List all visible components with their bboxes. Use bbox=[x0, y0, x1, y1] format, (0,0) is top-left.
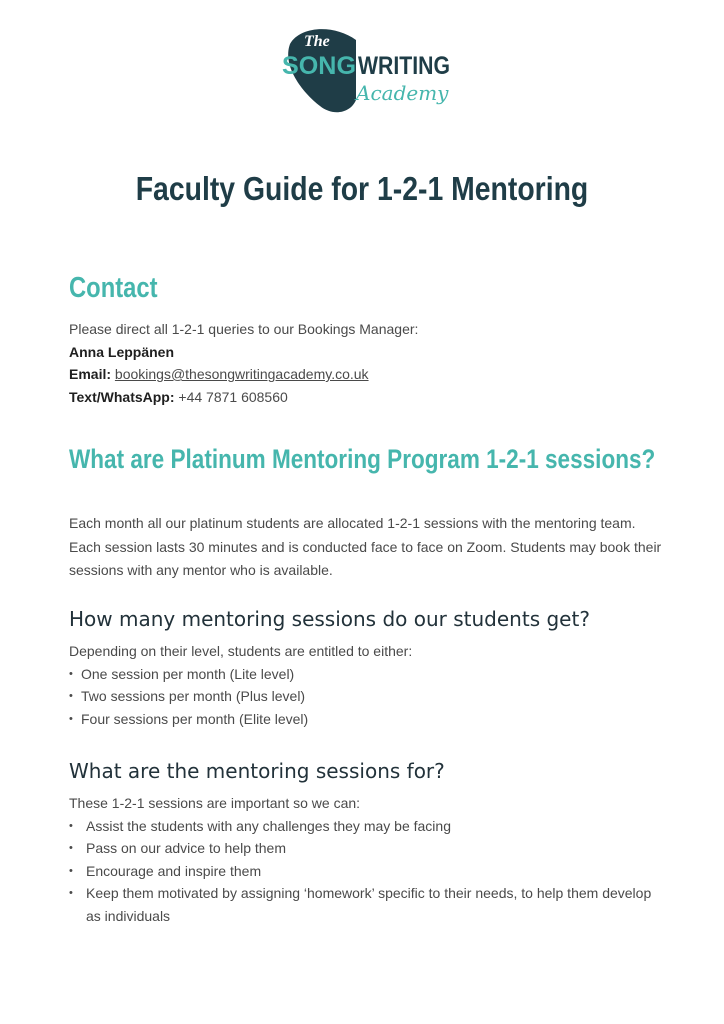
purpose-heading: What are the mentoring sessions for? bbox=[69, 759, 445, 783]
contact-heading: Contact bbox=[69, 272, 158, 304]
list-item: • Pass on our advice to help them bbox=[69, 837, 669, 860]
svg-text:WRITING: WRITING bbox=[358, 52, 450, 80]
purpose-list bbox=[69, 815, 669, 928]
purpose-section bbox=[69, 792, 669, 927]
songwriting-academy-logo bbox=[272, 22, 454, 114]
contact-intro: Please direct all 1-2-1 queries to our Bookings Manager: bbox=[69, 321, 419, 337]
svg-text:SONG: SONG bbox=[282, 52, 356, 80]
how-many-heading: How many mentoring sessions do our students get? bbox=[69, 607, 590, 631]
email-link[interactable]: bookings@thesongwritingacademy.co.uk bbox=[114, 366, 369, 382]
email-label: Email: bbox=[69, 366, 112, 382]
svg-text:The: The bbox=[304, 33, 330, 50]
purpose-intro: These 1-2-1 sessions are important so we can: bbox=[69, 795, 361, 811]
list-item: • Four sessions per month (Elite level) bbox=[69, 708, 669, 731]
how-many-intro: Depending on their level, students are entitled to either: bbox=[69, 643, 413, 659]
list-item: • Encourage and inspire them bbox=[69, 860, 669, 883]
contact-details bbox=[69, 318, 669, 408]
list-item: • Assist the students with any challenges they may be facing bbox=[69, 815, 669, 838]
list-item: • One session per month (Lite level) bbox=[69, 663, 669, 686]
contact-name: Anna Leppänen bbox=[69, 343, 175, 360]
levels-list bbox=[69, 663, 669, 731]
how-many-section bbox=[69, 640, 669, 730]
sessions-paragraph: Each month all our platinum students are allocated 1-2-1 sessions with the mentoring team. Each session lasts 30 minutes and is conducted face to face on Zoom. Students may book their sessions with any mentor who is available. bbox=[69, 515, 662, 578]
phone-number: +44 7871 608560 bbox=[178, 388, 288, 405]
sessions-heading: What are Platinum Mentoring Program 1-2-1 sessions? bbox=[69, 444, 656, 474]
svg-text:Academy: Academy bbox=[356, 81, 449, 105]
text-whatsapp-label: Text/WhatsApp: bbox=[69, 388, 175, 405]
list-item: • Keep them motivated by assigning ‘homework’ specific to their needs, to help them develop as individuals bbox=[69, 882, 669, 927]
page-title: Faculty Guide for 1-2-1 Mentoring bbox=[135, 170, 589, 207]
list-item: • Two sessions per month (Plus level) bbox=[69, 685, 669, 708]
